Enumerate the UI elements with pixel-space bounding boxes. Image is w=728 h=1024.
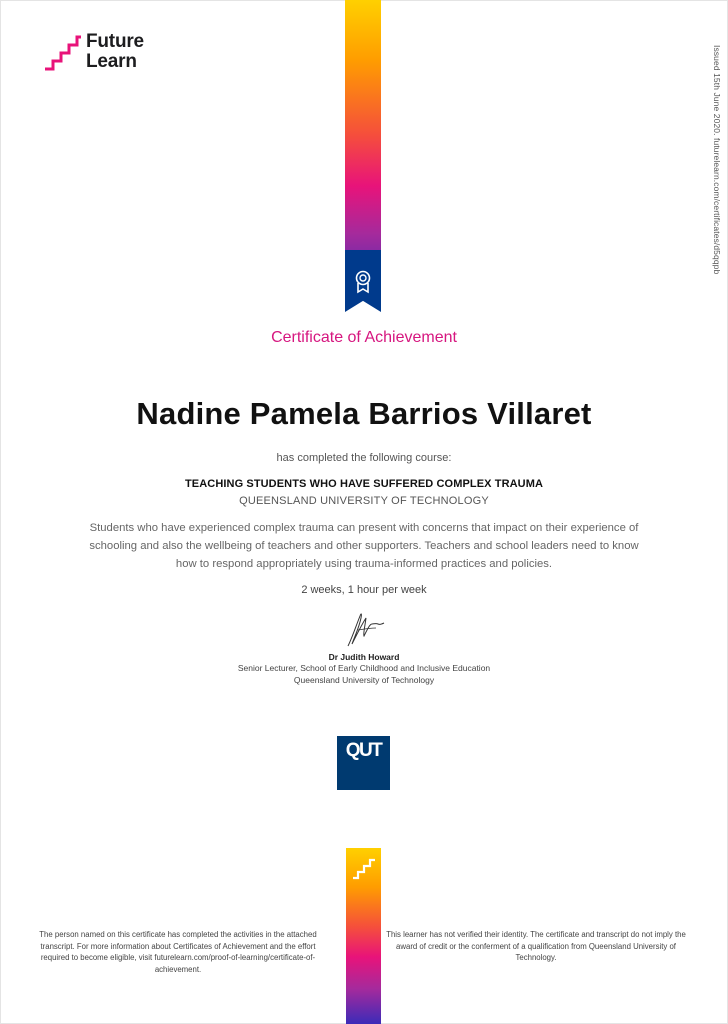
course-title: TEACHING STUDENTS WHO HAVE SUFFERED COMPLEX TRAUMA	[184, 478, 544, 490]
qut-logo	[337, 736, 390, 790]
signatory-role: Senior Lecturer, School of Early Childhood and Inclusive Education	[237, 663, 491, 673]
staircase-icon	[44, 34, 82, 72]
footer-left-text: The person named on this certificate has completed the activities in the attached transcript. For more information about Certificates of Achievement and the effort required to become eligible, visit futurelearn.com/proof-of-learning/certificate-of-achievement.	[39, 930, 317, 974]
futurelearn-logo	[44, 32, 164, 74]
footer-right-text: This learner has not verified their identity. The certificate and transcript do not imply the award of credit or the conferment of a qualification from Queensland University of Technology.	[386, 930, 686, 962]
issue-info: Issued 15th June 2020. futurelearn.com/certificates/d5qqpb	[712, 45, 722, 275]
logo-line-1: Future	[86, 31, 144, 52]
logo-line-2: Learn	[86, 51, 137, 72]
staircase-icon	[352, 856, 376, 880]
course-description: Students who have experienced complex trauma can present with concerns that impact on their experience of schooling and also the wellbeing of teachers and other supporters. Teachers and school leaders need to know how to respond appropriately using trauma-informed practices and policies.	[89, 522, 639, 570]
completed-text: has completed the following course:	[276, 452, 452, 464]
logo-wordmark	[86, 32, 144, 72]
qut-logo-text: QUT	[345, 740, 382, 761]
signatory-name: Dr Judith Howard	[328, 652, 400, 662]
bottom-ribbon	[346, 848, 381, 1024]
course-duration: 2 weeks, 1 hour per week	[301, 584, 427, 596]
recipient-name: Nadine Pamela Barrios Villaret	[136, 396, 592, 431]
university-name: QUEENSLAND UNIVERSITY OF TECHNOLOGY	[239, 495, 489, 507]
signatory-organization: Queensland University of Technology	[293, 675, 435, 685]
signature-image	[340, 610, 390, 648]
certificate-title: Certificate of Achievement	[271, 329, 457, 346]
award-rosette-icon	[353, 270, 373, 294]
